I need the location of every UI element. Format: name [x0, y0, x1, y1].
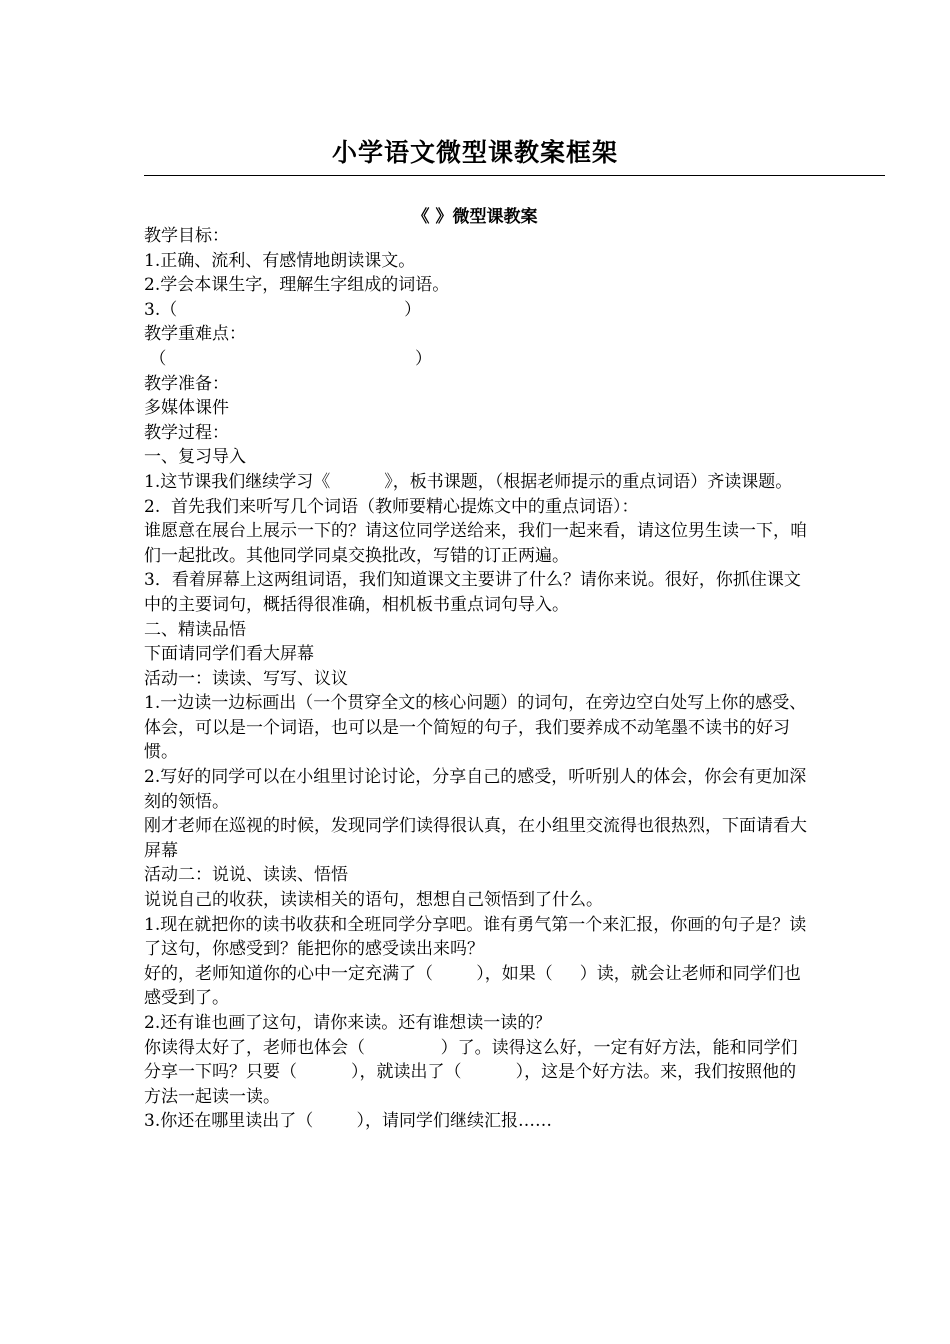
body-line: 谁愿意在展台上展示一下的？请这位同学送给来，我们一起来看，请这位男生读一下，咱们一起批改。其他同学同桌交换批改，写错的订正两遍。	[144, 521, 807, 566]
body-line: 3.你还在哪里读出了（ ），请同学们继续汇报……	[144, 1111, 552, 1132]
body-line: 教学准备：	[144, 373, 229, 394]
body-line: 下面请同学们看大屏幕	[144, 644, 314, 665]
body-line: 3.（ ）	[144, 299, 422, 320]
body-line: 刚才老师在巡视的时候，发现同学们读得很认真，在小组里交流得也很热烈，下面请看大屏幕	[144, 816, 807, 861]
body-line: 2. 首先我们来听写几个词语（教师要精心提炼文中的重点词语）：	[144, 496, 639, 517]
document-title: 小学语文微型课教案框架	[331, 138, 618, 167]
body-line: 2.还有谁也画了这句，请你来读。还有谁想读一读的？	[144, 1013, 552, 1033]
title-divider	[144, 175, 885, 176]
lesson-plan-subtitle: 《 》微型课教案	[412, 207, 538, 227]
body-line: （ ）	[144, 348, 432, 369]
body-line: 1.这节课我们继续学习《 》，板书课题，（根据老师提示的重点词语）齐读课题。	[144, 471, 793, 492]
document-body	[144, 224, 810, 1134]
body-line: 活动一：读读、写写、议议	[144, 668, 348, 689]
body-line: 你读得太好了，老师也体会（ ）了。读得这么好，一定有好方法，能和同学们分享一下吗？只要（ ），就读出了（ ），这是个好方法。来，我们按照他的方法一起读一读。	[144, 1037, 798, 1107]
body-line: 一、复习导入	[144, 447, 246, 468]
body-line: 活动二：说说、读读、悟悟	[144, 865, 348, 886]
body-line: 1.一边读一边标画出（一个贯穿全文的核心问题）的词句，在旁边空白处写上你的感受、体会，可以是一个词语，也可以是一个简短的句子，我们要养成不动笔墨不读书的好习惯。	[144, 693, 807, 763]
body-line: 说说自己的收获，读读相关的语句，想想自己领悟到了什么。	[144, 890, 603, 911]
body-line: 3．看着屏幕上这两组词语，我们知道课文主要讲了什么？请你来说。很好，你抓住课文中的主要词句，概括得很准确，相机板书重点词句导入。	[144, 570, 801, 615]
body-line: 好的，老师知道你的心中一定充满了（ ），如果（ ）读，就会让老师和同学们也感受到了。	[144, 963, 801, 1009]
body-line: 教学过程：	[144, 422, 229, 443]
body-line: 1.正确、流利、有感情地朗读课文。	[144, 250, 416, 271]
body-line: 二、精读品悟	[144, 619, 246, 640]
body-line: 2.学会本课生字，理解生字组成的词语。	[144, 275, 450, 296]
body-line: 多媒体课件	[144, 398, 229, 419]
body-line: 2.写好的同学可以在小组里讨论讨论，分享自己的感受，听听别人的体会，你会有更加深刻的领悟。	[144, 767, 807, 812]
body-line: 教学重难点：	[144, 324, 246, 345]
body-line: 1.现在就把你的读书收获和全班同学分享吧。谁有勇气第一个来汇报，你画的句子是？读了这句，你感受到？能把你的感受读出来吗？	[144, 914, 807, 960]
body-line: 教学目标：	[144, 226, 229, 246]
